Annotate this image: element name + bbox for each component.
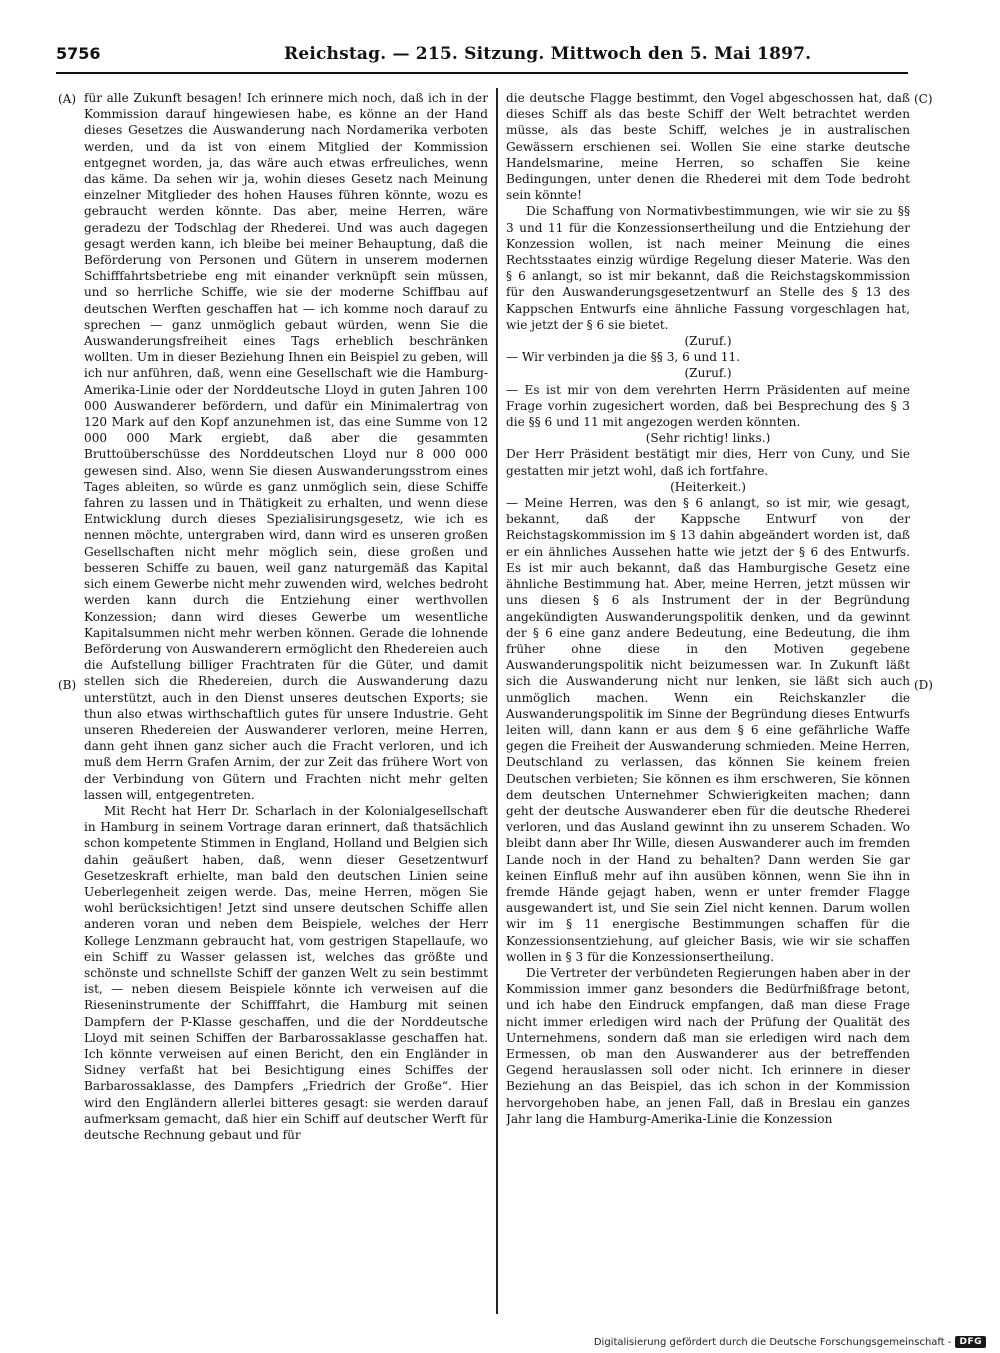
- interjection: (Zuruf.): [684, 366, 732, 381]
- header-title: Reichstag. — 215. Sitzung. Mittwoch den 5. Mai 1897.: [284, 44, 812, 64]
- header-rule: [56, 72, 908, 74]
- paragraph: — Es ist mir von dem verehrten Herrn Präsidenten auf meine Frage vorhin zugesichert worden, daß bei Besprechung des § 3 die §§ 6 und 11 mit angezogen werden könnten.: [506, 382, 910, 430]
- page-number: 5756: [56, 44, 101, 63]
- paragraph: Der Herr Präsident bestätigt mir dies, Herr von Cuny, und Sie gestatten mir jetzt wohl, daß ich fortfahre.: [506, 447, 910, 478]
- margin-mark-c: (C): [914, 92, 933, 106]
- paragraph: Die Schaffung von Normativbestimmungen, wie wir sie zu §§ 3 und 11 für die Konzessionsertheilung und die Entziehung der Konzession wollen, ist nach meiner Meinung die eines Rechtsstaates einzig würdige Regelung dieser Materie. Was den § 6 anlangt, so ist mir bekannt, daß die Reichstagskommission für den Auswanderungsgesetzentwurf an Stelle des § 13 des Kappschen Entwurfs eine ähnliche Fassung vorgeschlagen hat, wie jetzt der § 6 sie bietet.: [506, 204, 910, 332]
- paragraph: die deutsche Flagge bestimmt, den Vogel abgeschossen hat, daß dieses Schiff als das beste Schiff der Welt betrachtet werden müsse, als das beste Schiff, welches je in australischen Gewässern erschienen sei. Wollen Sie eine starke deutsche Handelsmarine, meine Herren, so schaffen Sie keine Bedingungen, unter denen die Rhederei mit dem Tode bedroht sein könnte!: [506, 91, 910, 203]
- interjection: (Zuruf.): [684, 334, 732, 349]
- paragraph: — Wir verbinden ja die §§ 3, 6 und 11.: [506, 350, 741, 365]
- margin-mark-b: (B): [58, 678, 77, 692]
- right-column: [506, 90, 910, 1312]
- paragraph: — Meine Herren, was den § 6 anlangt, so ist mir, wie gesagt, bekannt, daß der Kappsche Entwurf von der Reichstagskommission im § 13 dahin abgeändert worden ist, daß er ein ähnliches Aussehen hatte wie jetzt der § 6 des Entwurfs. Es ist mir auch bekannt, daß das Hamburgische Gesetz eine ähnliche Bestimmung hat. Aber, meine Herren, jetzt müssen wir uns diesen § 6 als Instrument der in der Begründung angekündigten Auswanderungspolitik denken, und da gewinnt der § 6 eine ganz andere Bedeutung, eine Bedeutung, die ihm früher ohne diese in den Motiven gegebene Auswanderungspolitik nicht beizumessen war. In Zukunft läßt sich die Auswanderung nicht nur lenken, sie läßt sich auch unmöglich machen. Wenn ein Reichskanzler die Auswanderungspolitik im Sinne der Begründung dieses Entwurfs leiten will, dann kann er aus dem § 6 eine gefährliche Waffe gegen die Freiheit der Auswanderung schmieden. Meine Herren, Deutschland zu verlassen, das können Sie keinem freien Deutschen verbieten; Sie können es ihm erschweren, Sie können dem deutschen Unternehmer Schwierigkeiten machen; dann geht der deutsche Auswanderer eben für die deutsche Rhederei verloren, und das Ausland gewinnt ihn zu unserem Schaden. Wo bleibt dann aber Ihr Wille, diesen Auswanderer auch im fremden Lande noch in der Hand zu behalten? Dann werden Sie gar keinen Einfluß mehr auf ihn ausüben können, wenn Sie ihn in fremde Hände gejagt haben, wenn er unter fremder Flagge ausgewandert ist, und Sie sein Ziel nicht kennen. Darum wollen wir im § 11 energische Bestimmungen schaffen für die Konzessionsentziehung, auf gleicher Basis, wie wir sie schaffen wollen in § 3 für die Konzessionsertheilung.: [506, 496, 910, 964]
- margin-mark-d: (D): [914, 678, 933, 692]
- column-divider: [496, 88, 498, 1314]
- paragraph: Die Vertreter der verbündeten Regierungen haben aber in der Kommission immer ganz besonders die Bedürfnißfrage betont, und ich habe den Eindruck empfangen, daß man diese Frage nicht immer erledigen wird nach der Prüfung der Qualität des Unternehmens, sondern daß man sie erledigen wird nach dem Ermessen, ob man den Auswanderer aus der betreffenden Gegend herauslassen soll oder nicht. Ich erinnere in dieser Beziehung an das Beispiel, das ich schon in der Kommission hervorgehoben habe, an jenen Fall, daß in Breslau ein ganzes Jahr lang die Hamburg-Amerika-Linie die Konzession: [506, 965, 910, 1126]
- footer-text: Digitalisierung gefördert durch die Deutsche Forschungsgemeinschaft -: [593, 1336, 952, 1348]
- paragraph: für alle Zukunft besagen! Ich erinnere mich noch, daß ich in der Kommission darauf hingewiesen habe, es könne an der Hand dieses Gesetzes die Auswanderung nach Nordamerika verboten werden, und da ist von einem Mitglied der Kommission entgegnet worden, ja, das wäre auch etwas erfreuliches, wenn das käme. Da sehen wir ja, wohin dieses Gesetz nach Meinung einzelner Mitglieder des hohen Hauses führen könnte, wozu es gebraucht werden könnte. Das aber, meine Herren, wäre geradezu der Todschlag der Rhederei. Und was auch dagegen gesagt werden kann, ich bleibe bei meiner Behauptung, daß die Beförderung von Personen und Gütern in unserem modernen Schifffahrtsbetriebe eng mit einander verknüpft sein müssen, und so herrliche Schiffe, wie sie der moderne Schiffbau auf deutschen Werften geschaffen hat — ich komme noch darauf zu sprechen — ganz unmöglich gebaut würden, wenn Sie die Auswanderungsfreiheit eines Tags erheblich beschränken wollten. Um in dieser Beziehung Ihnen ein Beispiel zu geben, will ich nur anführen, daß, wenn eine Gesellschaft wie die Hamburg-Amerika-Linie oder der Norddeutsche Lloyd in guten Jahren 100 000 Auswanderer befördern, und dafür ein Minimalertrag von 120 Mark auf den Kopf anzunehmen ist, das eine Summe von 12 000 000 Mark ergiebt, daß aber die gesammten Bruttoüberschüsse des Norddeutschen Lloyd nur 8 000 000 gewesen sind. Also, wenn Sie diesen Auswanderungsstrom eines Tages ableiten, so würde es ganz unmöglich sein, diese Schiffe fahren zu lassen und in Thätigkeit zu erhalten, und wenn diese Entwicklung durch dieses Spezialisirungsgesetz, wie ich es nennen möchte, untergraben wird, dann wird es unseren großen Gesellschaften nicht mehr möglich sein, diese großen und besseren Schiffe zu bauen, weil ganz naturgemäß das Kapital sich einem Gewerbe nicht mehr zuwenden wird, welches bedroht werden kann durch die Entziehung einer werthvollen Konzession; dann wird dieses Gewerbe um wesentliche Kapitalsummen nicht mehr werben können. Gerade die lohnende Beförderung von Auswanderern ermöglicht den Rhedereien auch die Aufstellung billiger Frachtraten für die Güter, und damit stellen sich die Rhedereien, durch die Auswanderung dazu unterstützt, auch in den Dienst unseres deutschen Exports; sie thun also etwas wirthschaftlich gutes für unsere Industrie. Geht unseren Rhedereien der Auswanderer verloren, meine Herren, dann geht ihnen ganz sicher auch die Fracht verloren, und ich muß dem Herrn Grafen Arnim, der zur Zeit das frühere Wort von der Verbindung von Gütern und Frachten nicht mehr gelten lassen will, entgegentreten.: [84, 91, 488, 802]
- footer: [594, 1334, 986, 1350]
- margin-mark-a: (A): [58, 92, 77, 106]
- dfg-logo: DFG: [955, 1336, 986, 1348]
- paragraph: Mit Recht hat Herr Dr. Scharlach in der Kolonialgesellschaft in Hamburg in seinem Vortrage daran erinnert, daß thatsächlich schon kompetente Stimmen in England, Holland und Belgien sich dahin geäußert haben, daß, wenn dieser Gesetzentwurf Gesetzeskraft erhielte, man bald den deutschen Linien seine Ueberlegenheit zeigen werde. Das, meine Herren, mögen Sie wohl berücksichtigen! Jetzt sind unsere deutschen Schiffe allen anderen voran und neben dem Beispiele, welches der Herr Kollege Lenzmann gebraucht hat, vom gestrigen Stapellaufe, wo ein Schiff zu Wasser gelassen ist, welches das größte und schönste und schnellste Schiff der ganzen Welt zu sein bestimmt ist, — neben diesem Beispiele könnte ich verweisen auf die Rieseninstrumente der Schifffahrt, die Hamburg mit seinen Dampfern der P-Klasse geschaffen, und die der Norddeutsche Lloyd mit seinen Schiffen der Barbarossaklasse geschaffen hat. Ich könnte verweisen auf einen Bericht, den ein Engländer in Sidney verfaßt hat bei Besichtigung eines Schiffes der Barbarossaklasse, des Dampfers „Friedrich der Große“. Hier wird den Engländern allerlei bitteres gesagt: sie werden darauf aufmerksam gemacht, daß hier ein Schiff auf deutscher Werft für deutsche Rechnung gebaut und für: [84, 803, 488, 1142]
- page-header: [56, 44, 908, 70]
- interjection: (Sehr richtig! links.): [645, 431, 771, 446]
- interjection: (Heiterkeit.): [670, 479, 746, 494]
- left-column: [84, 90, 488, 1312]
